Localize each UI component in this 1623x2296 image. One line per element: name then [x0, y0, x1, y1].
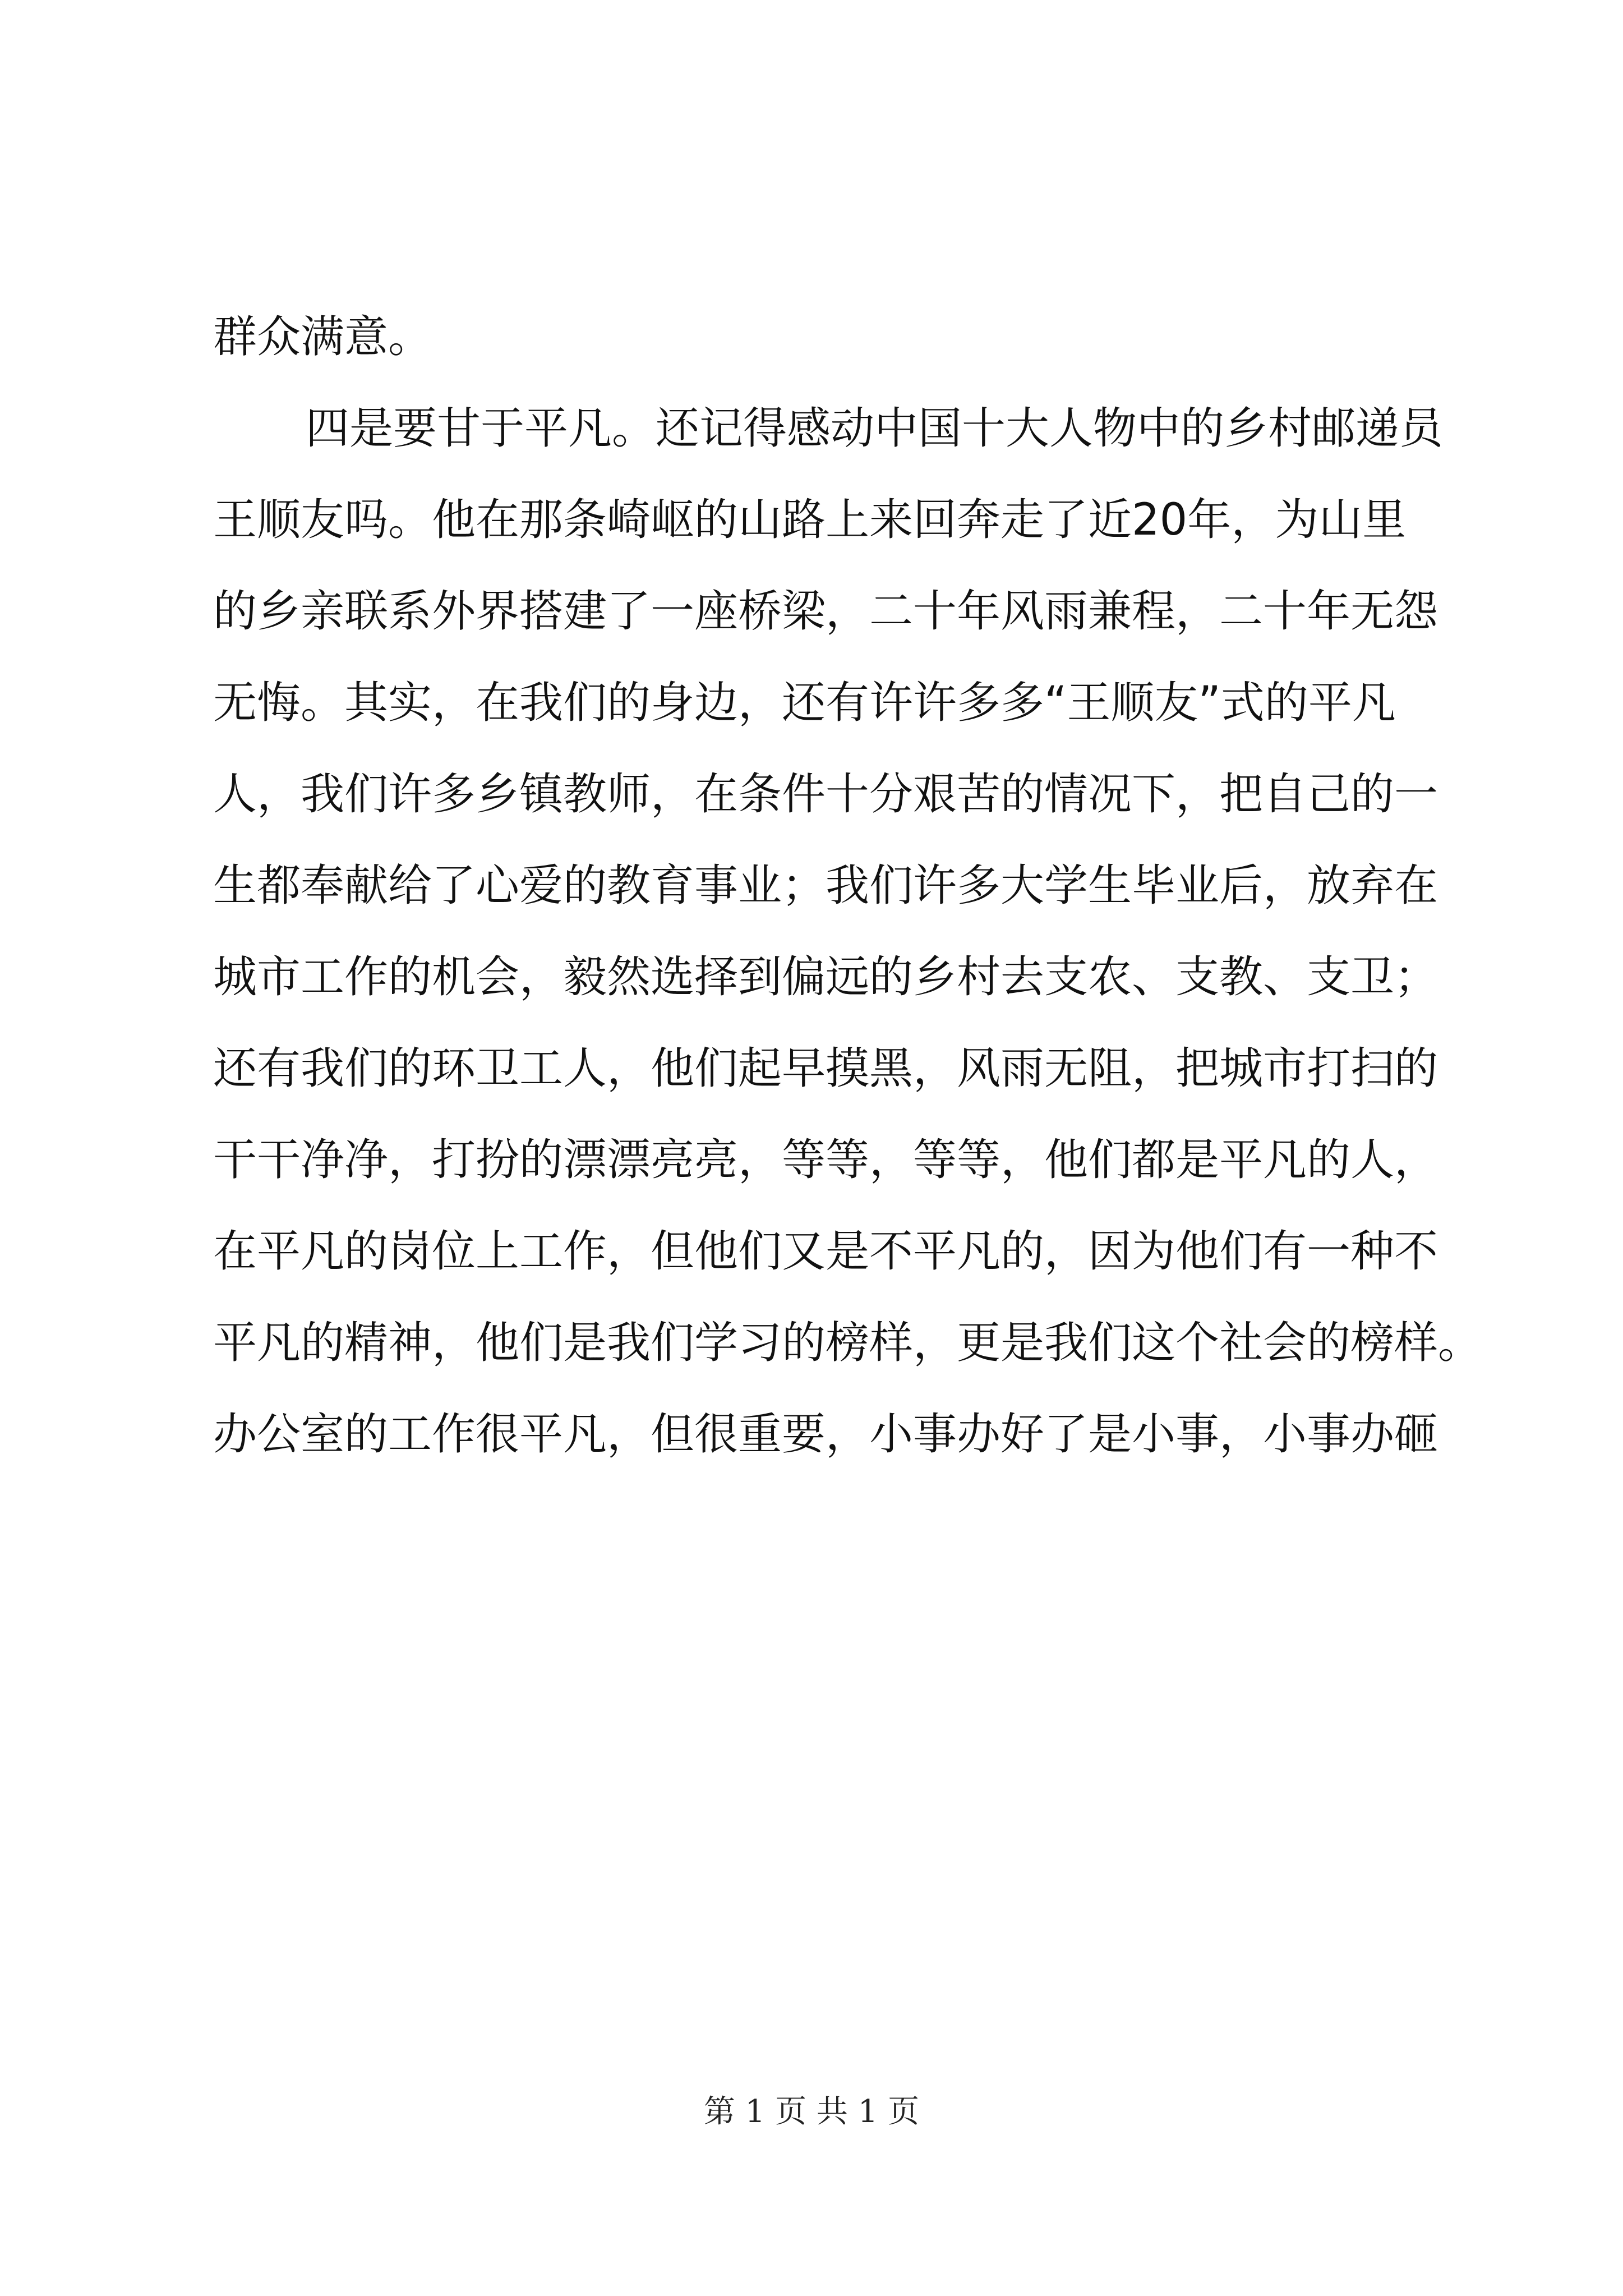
text-line: 干干净净，打扮的漂漂亮亮，等等，等等，他们都是平凡的人， [213, 1135, 1438, 1185]
text-line: 生都奉献给了心爱的教育事业；我们许多大学生毕业后，放弃在 [213, 861, 1438, 911]
text-line: 在平凡的岗位上工作，但他们又是不平凡的，因为他们有一种不 [213, 1226, 1438, 1277]
text-line: 无悔。其实，在我们的身边，还有许许多多“王顺友”式的平凡 [213, 678, 1396, 728]
body-text [213, 292, 1482, 1480]
text-line: 王顺友吗。他在那条崎岖的山路上来回奔走了近20年，为山里 [213, 495, 1407, 545]
page-number-footer: 第 1 页 共 1 页 [703, 2093, 920, 2130]
text-line: 的乡亲联系外界搭建了一座桥梁，二十年风雨兼程，二十年无怨 [213, 586, 1438, 637]
text-line: 人，我们许多乡镇教师，在条件十分艰苦的情况下，把自己的一 [213, 769, 1438, 820]
paragraph-first-line: 四是要甘于平凡。还记得感动中国十大人物中的乡村邮递员 [306, 403, 1444, 454]
text-line: 群众满意。 [213, 312, 432, 362]
text-line: 城市工作的机会，毅然选择到偏远的乡村去支农、支教、支卫； [213, 952, 1438, 1002]
text-line: 还有我们的环卫工人，他们起早摸黑，风雨无阻，把城市打扫的 [213, 1043, 1438, 1094]
text-line: 办公室的工作很平凡，但很重要，小事办好了是小事，小事办砸 [213, 1409, 1438, 1460]
text-line: 平凡的精神，他们是我们学习的榜样，更是我们这个社会的榜样。 [213, 1318, 1482, 1368]
